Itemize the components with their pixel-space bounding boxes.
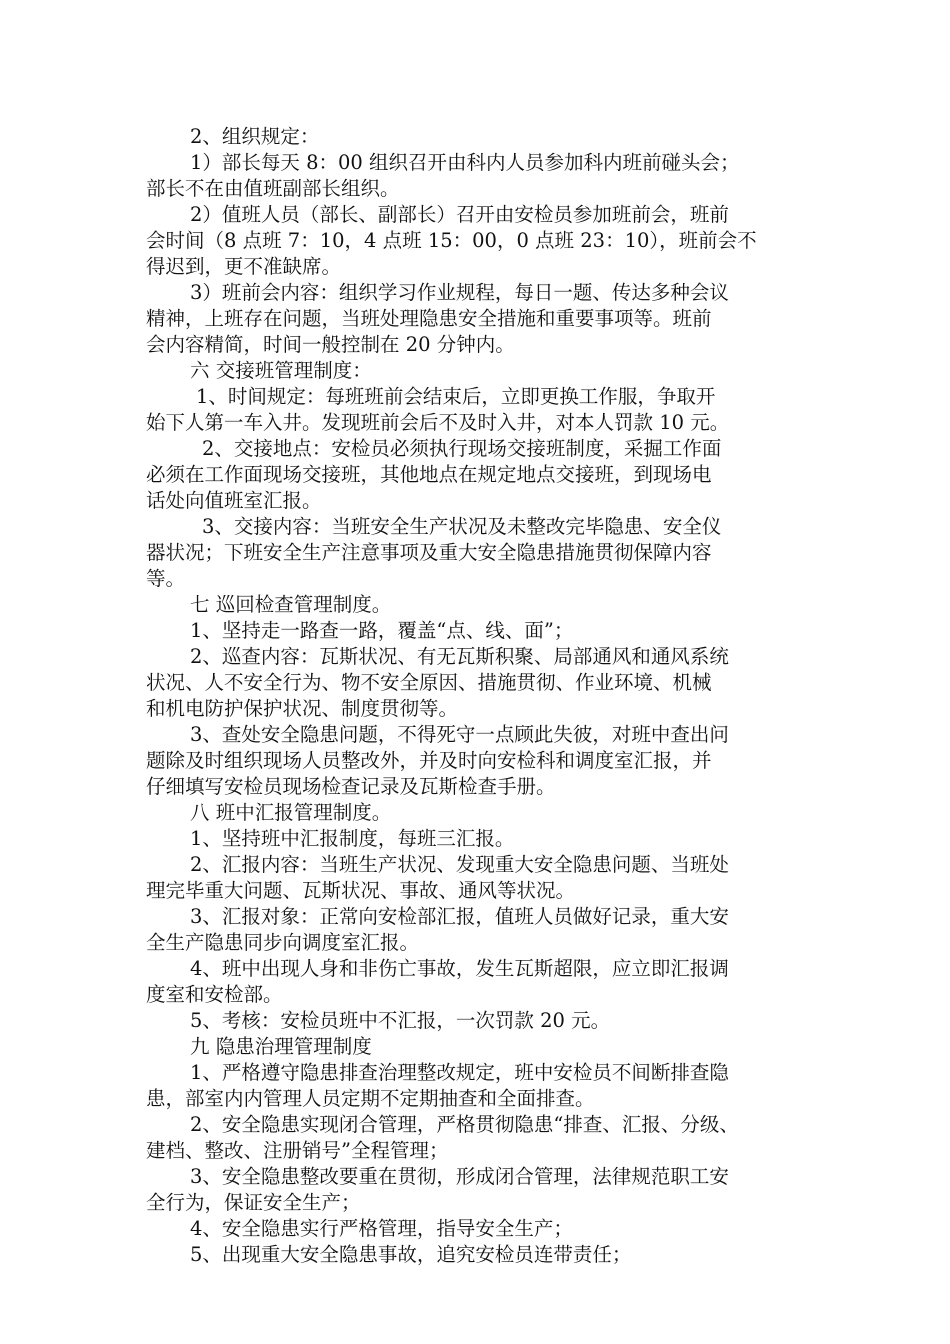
text-line: 2、组织规定： xyxy=(190,125,320,148)
text-line: 1）部长每天 8：00 组织召开由科内人员参加科内班前碰头会； xyxy=(190,151,740,174)
text-line: 3、查处安全隐患问题，不得死守一点顾此失彼，对班中查出问 xyxy=(190,723,729,746)
text-line: 等。 xyxy=(146,567,186,590)
text-line: 全行为，保证安全生产； xyxy=(146,1191,361,1214)
text-line: 5、考核：安检员班中不汇报，一次罚款 20 元。 xyxy=(190,1009,611,1032)
text-line: 1、时间规定：每班班前会结束后，立即更换工作服，争取开 xyxy=(196,385,716,408)
text-line: 八 班中汇报管理制度。 xyxy=(190,801,392,824)
text-line: 1、严格遵守隐患排查治理整改规定，班中安检员不间断排查隐 xyxy=(190,1061,729,1084)
text-line: 4、班中出现人身和非伤亡事故，发生瓦斯超限，应立即汇报调 xyxy=(190,957,729,980)
text-line: 3、交接内容：当班安全生产状况及未整改完毕隐患、安全仪 xyxy=(202,515,722,538)
text-line: 2、交接地点：安检员必须执行现场交接班制度，采掘工作面 xyxy=(202,437,722,460)
text-line: 1、坚持班中汇报制度，每班三汇报。 xyxy=(190,827,515,850)
document-body xyxy=(146,124,826,1268)
text-line: 2、汇报内容：当班生产状况、发现重大安全隐患问题、当班处 xyxy=(190,853,729,876)
text-line: 器状况；下班安全生产注意事项及重大安全隐患措施贯彻保障内容 xyxy=(146,541,712,564)
text-line: 六 交接班管理制度： xyxy=(190,359,372,382)
text-line: 建档、整改、注册销号”全程管理； xyxy=(146,1139,449,1162)
text-line: 状况、人不安全行为、物不安全原因、措施贯彻、作业环境、机械 xyxy=(146,671,712,694)
text-line: 2、安全隐患实现闭合管理，严格贯彻隐患“排查、汇报、分级、 xyxy=(190,1113,739,1136)
text-line: 得迟到，更不准缺席。 xyxy=(146,255,342,278)
text-line: 度室和安检部。 xyxy=(146,983,283,1006)
text-line: 全生产隐患同步向调度室汇报。 xyxy=(146,931,420,954)
text-line: 1、坚持走一路查一路，覆盖“点、线、面”； xyxy=(190,619,574,642)
text-line: 会时间（8 点班 7：10，4 点班 15：00，0 点班 23：10），班前会不 xyxy=(146,229,757,252)
text-line: 题除及时组织现场人员整改外，并及时向安检科和调度室汇报，并 xyxy=(146,749,712,772)
text-line: 会内容精简，时间一般控制在 20 分钟内。 xyxy=(146,333,515,356)
text-line: 2）值班人员（部长、副部长）召开由安检员参加班前会，班前 xyxy=(190,203,729,226)
text-line: 2、巡查内容：瓦斯状况、有无瓦斯积聚、局部通风和通风系统 xyxy=(190,645,729,668)
text-line: 理完毕重大问题、瓦斯状况、事故、通风等状况。 xyxy=(146,879,576,902)
text-line: 精神，上班存在问题，当班处理隐患安全措施和重要事项等。班前 xyxy=(146,307,712,330)
text-line: 3、汇报对象：正常向安检部汇报，值班人员做好记录，重大安 xyxy=(190,905,729,928)
text-line: 七 巡回检查管理制度。 xyxy=(190,593,392,616)
text-line: 九 隐患治理管理制度 xyxy=(190,1035,372,1058)
text-line: 仔细填写安检员现场检查记录及瓦斯检查手册。 xyxy=(146,775,556,798)
text-line: 始下人第一车入井。发现班前会后不及时入井，对本人罚款 10 元。 xyxy=(146,411,730,434)
text-line: 3）班前会内容：组织学习作业规程，每日一题、传达多种会议 xyxy=(190,281,729,304)
text-line: 和机电防护保护状况、制度贯彻等。 xyxy=(146,697,459,720)
text-line: 必须在工作面现场交接班，其他地点在规定地点交接班，到现场电 xyxy=(146,463,712,486)
text-line: 话处向值班室汇报。 xyxy=(146,489,322,512)
text-line: 3、安全隐患整改要重在贯彻，形成闭合管理，法律规范职工安 xyxy=(190,1165,729,1188)
text-line: 5、出现重大安全隐患事故，追究安检员连带责任； xyxy=(190,1243,632,1266)
text-line: 部长不在由值班副部长组织。 xyxy=(146,177,400,200)
text-line: 患，部室内内管理人员定期不定期抽查和全面排查。 xyxy=(146,1087,595,1110)
text-line: 4、安全隐患实行严格管理，指导安全生产； xyxy=(190,1217,573,1240)
